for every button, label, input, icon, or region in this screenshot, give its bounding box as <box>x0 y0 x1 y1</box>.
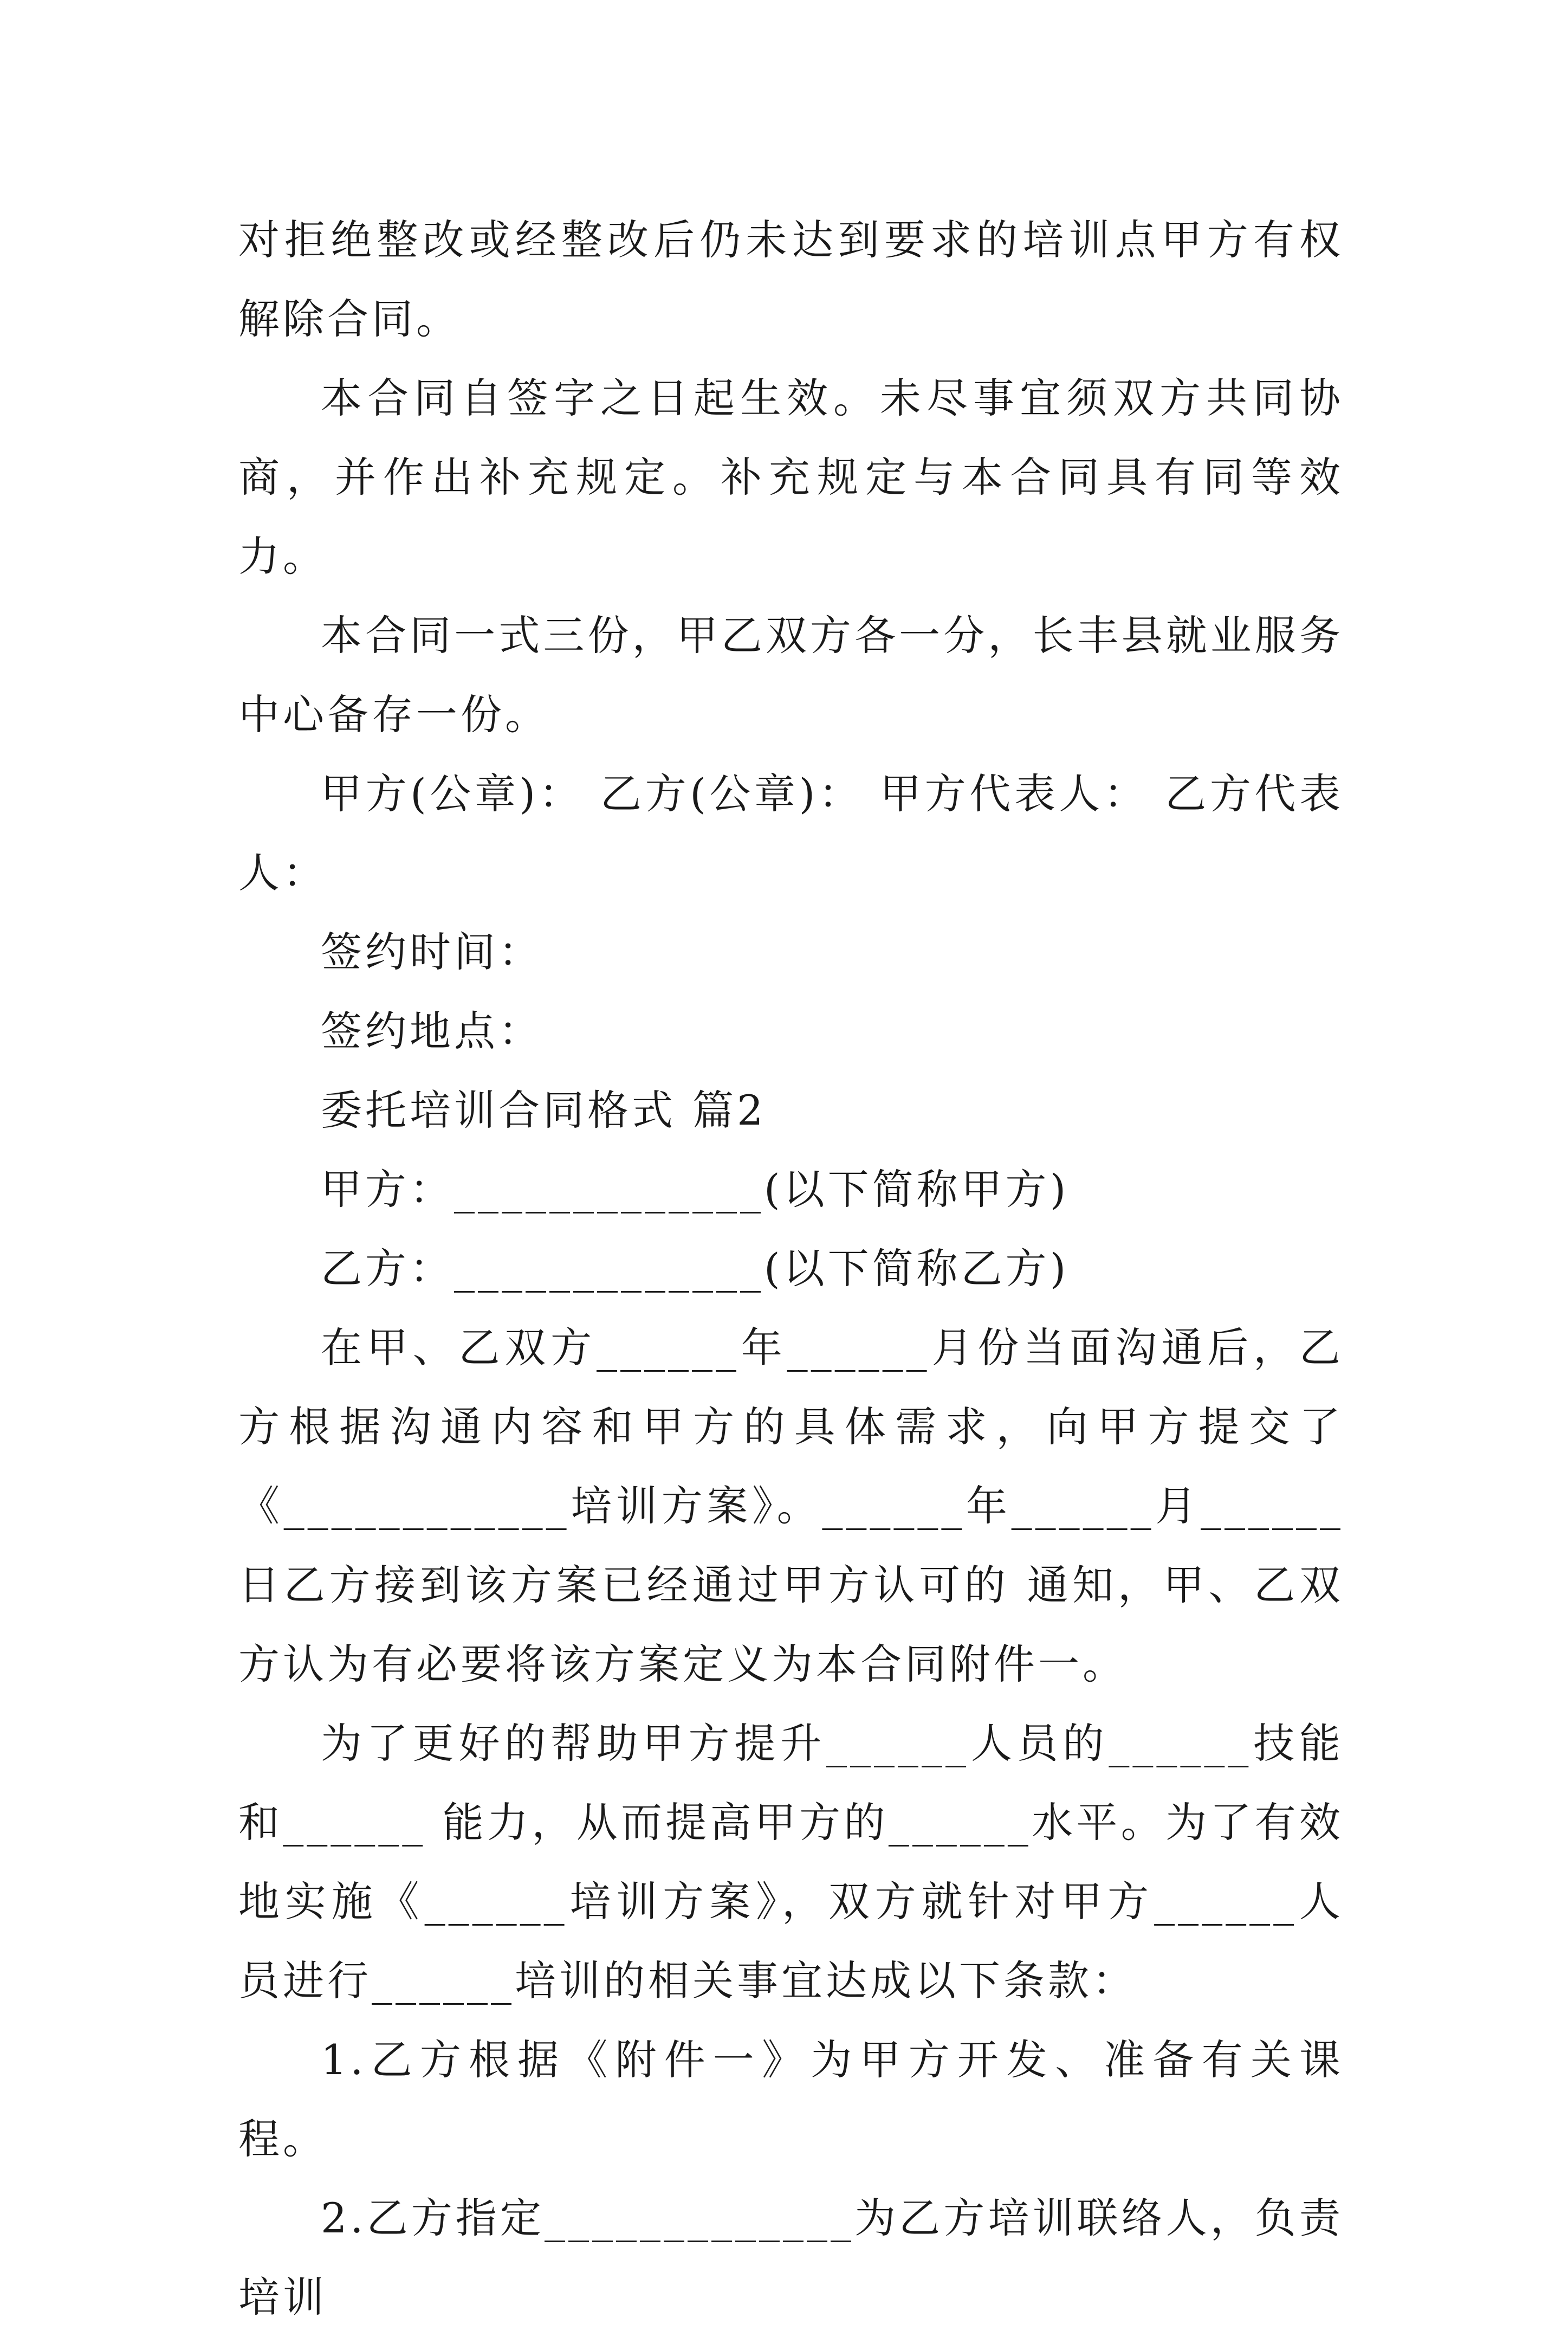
paragraph-signing-time: 签约时间： <box>321 928 543 976</box>
paragraph-purpose: 为了更好的帮助甲方提升______人员的______技能和______ 能力，从而提高甲方的______水平。为了有效地实施《______培训方案》，双方就针对甲方______人员进行______培训的相关事宜达成以下条款： <box>238 1719 1344 2005</box>
clause-1: 1.乙方根据《附件一》为甲方开发、准备有关课程。 <box>238 2036 1344 2163</box>
paragraph-copies: 本合同一式三份，甲乙双方各一分，长丰县就业服务中心备存一份。 <box>238 611 1344 739</box>
document-body <box>238 201 1344 2337</box>
party-b-line: 乙方：_____________(以下简称乙方) <box>321 1244 1070 1293</box>
paragraph-signing-place: 签约地点： <box>321 1007 543 1055</box>
paragraph-signatories: 甲方(公章)： 乙方(公章)： 甲方代表人： 乙方代表人： <box>238 770 1344 897</box>
section-heading: 委托培训合同格式 篇2 <box>321 1086 767 1134</box>
clause-2: 2.乙方指定_____________为乙方培训联络人，负责培训 <box>238 2194 1344 2321</box>
paragraph-background: 在甲、乙双方______年______月份当面沟通后，乙方根据沟通内容和甲方的具体需求，向甲方提交了《____________培训方案》。______年______月______日乙方接到该方案已经通过甲方认可的 通知，甲、乙双方认为有必要将该方案定义为本合同附件一。 <box>238 1324 1344 1688</box>
paragraph-effective-date: 本合同自签字之日起生效。未尽事宜须双方共同协商，并作出补充规定。补充规定与本合同具有同等效力。 <box>238 374 1344 580</box>
party-a-line: 甲方：_____________(以下简称甲方) <box>321 1165 1070 1213</box>
paragraph-termination: 对拒绝整改或经整改后仍未达到要求的培训点甲方有权解除合同。 <box>238 216 1344 343</box>
